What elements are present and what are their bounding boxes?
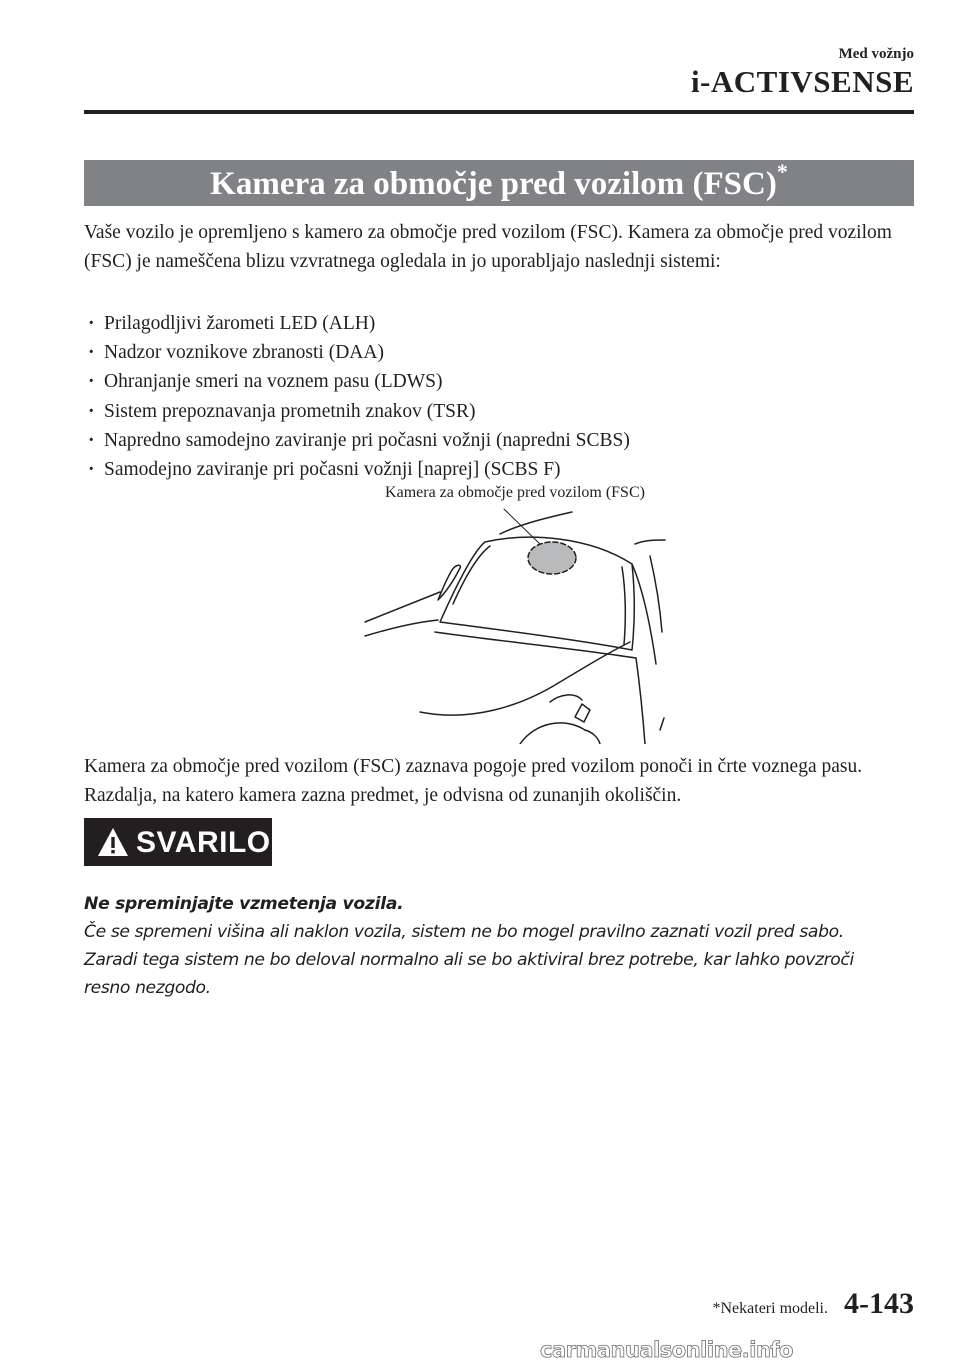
windshield-camera-illustration — [360, 482, 670, 744]
page-number: 4-143 — [844, 1287, 914, 1320]
body-paragraph: Kamera za območje pred vozilom (FSC) zaznava pogoje pred vozilom ponoči in črte voznega pasu. Razdalja, na katero kamera zazna predmet, je odvisna od zunanjih okoliščin. — [84, 756, 863, 806]
list-item: · Samodejno zaviranje pri počasni vožnji [naprej] (SCBS F) — [88, 455, 630, 484]
warning-badge — [84, 818, 272, 866]
list-item: · Nadzor voznikove zbranosti (DAA) — [88, 338, 630, 367]
warning-heading: Ne spreminjajte vzmetenja vozila. — [84, 894, 404, 914]
warning-line: Zaradi tega sistem ne bo deloval normalno ali se bo aktiviral brez potrebe, kar lahko povzroči — [84, 950, 854, 970]
list-item: · Prilagodljivi žarometi LED (ALH) — [88, 309, 630, 338]
camera-area-marker — [528, 542, 576, 574]
list-item: · Ohranjanje smeri na voznem pasu (LDWS) — [88, 367, 630, 396]
systems-list — [88, 309, 630, 484]
chapter-label: Med vožnjo — [838, 46, 914, 62]
section-title: Kamera za območje pred vozilom (FSC) — [210, 166, 777, 202]
warning-body — [84, 918, 924, 1002]
warning-label: SVARILO — [136, 826, 271, 859]
chapter-title: i-ACTIVSENSE — [690, 64, 914, 99]
warning-triangle-icon — [96, 826, 130, 858]
callout-leader-line — [504, 509, 542, 546]
header-rule — [84, 110, 914, 114]
intro-paragraph: Vaše vozilo je opremljeno s kamero za območje pred vozilom (FSC). Kamera za območje pred vozilom (FSC) je nameščena blizu vzvratnega ogledala in jo uporabljajo naslednji sistemi: — [84, 222, 892, 272]
warning-line: Če se spremeni višina ali naklon vozila, sistem ne bo mogel pravilno zaznati vozil pred sabo. — [84, 922, 844, 942]
list-item: · Napredno samodejno zaviranje pri počasni vožnji (napredni SCBS) — [88, 426, 630, 455]
section-marker: * — [776, 159, 788, 184]
section-title-bar — [84, 160, 914, 206]
warning-line: resno nezgodo. — [84, 978, 211, 998]
list-item: · Sistem prepoznavanja prometnih znakov (TSR) — [88, 397, 630, 426]
footnote: *Nekateri modeli. — [712, 1300, 828, 1317]
figure-callout-label: Kamera za območje pred vozilom (FSC) — [385, 484, 645, 501]
site-watermark: carmanualsonline.info — [540, 1338, 793, 1362]
